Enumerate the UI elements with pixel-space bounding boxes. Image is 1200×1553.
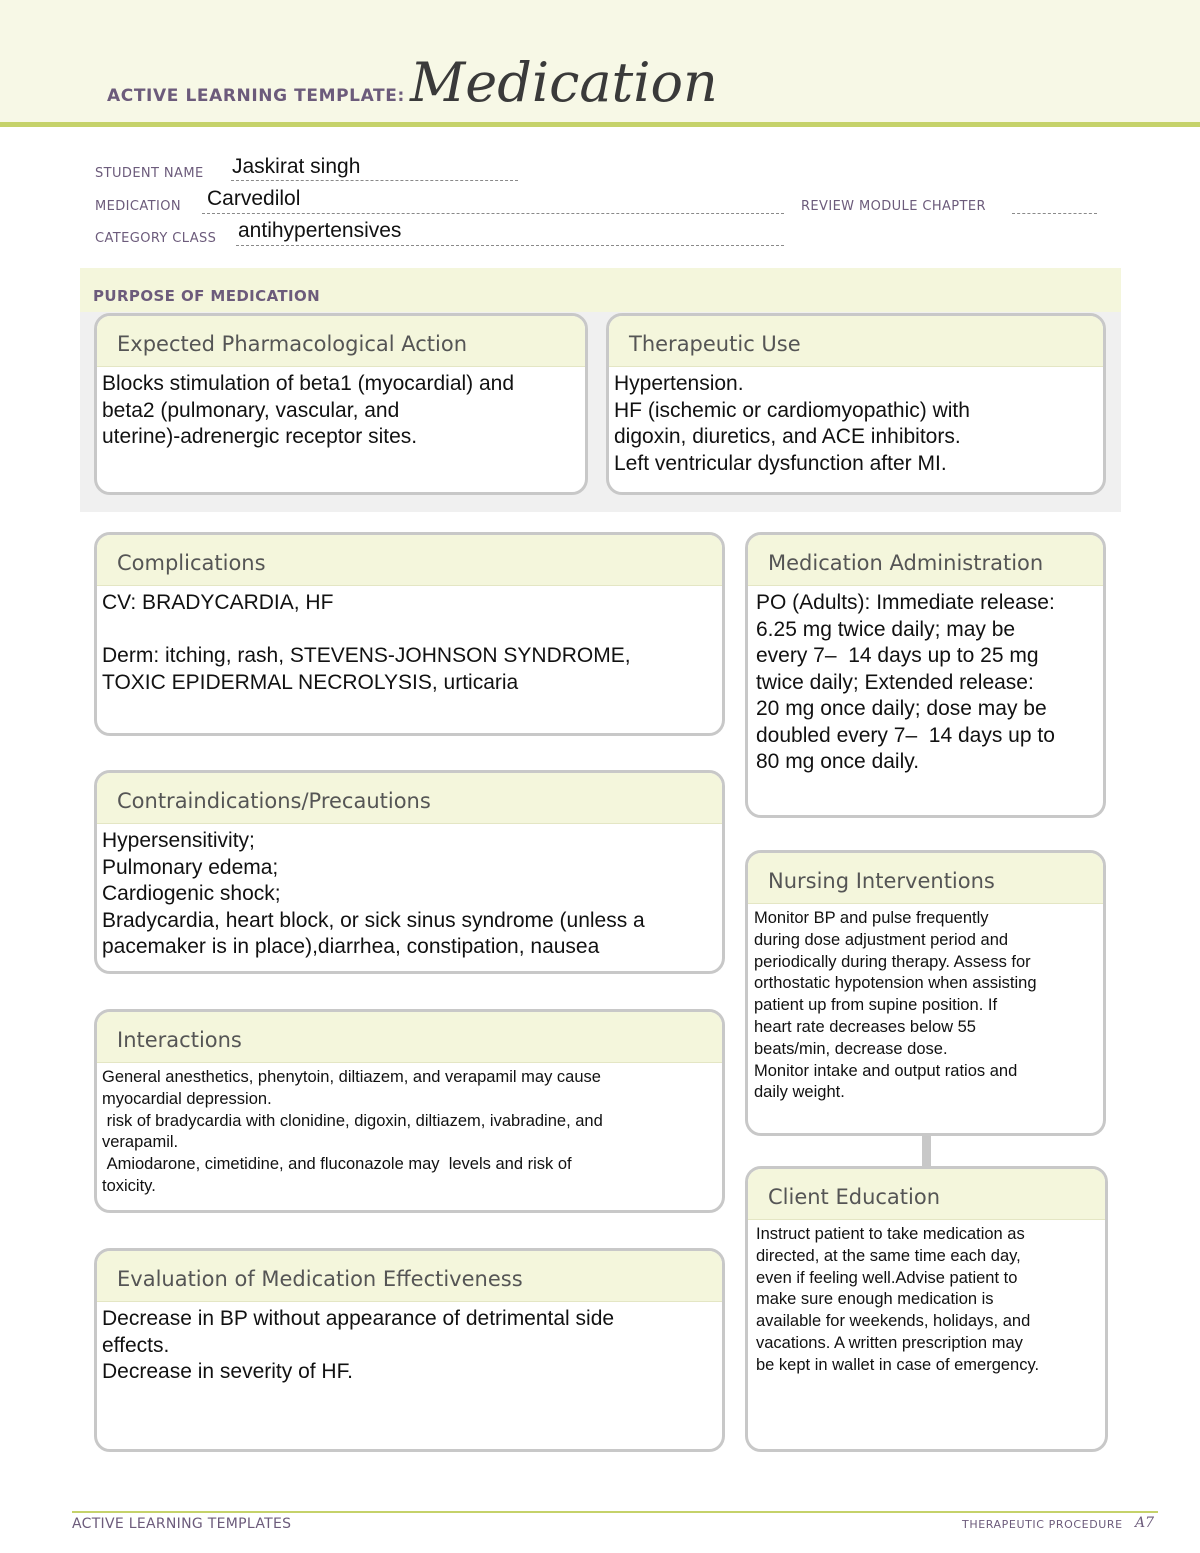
student-name-label: STUDENT NAME (95, 166, 204, 181)
evaluation-box (94, 1248, 725, 1452)
administration-text[interactable]: PO (Adults): Immediate release: 6.25 mg twice daily; may be every 7– 14 days up to 25 mg twice daily; Extended release: 20 mg once daily; dose may be doubled every 7– 14 days up to 80 mg once daily. (756, 591, 1055, 773)
administration-box (745, 532, 1106, 818)
interactions-text[interactable]: General anesthetics, phenytoin, diltiazem, and verapamil may cause myocardial depression. risk of bradycardia with clonidine, digoxin, diltiazem, ivabradine, and verapamil. Amiodarone, cimetidine, and fluconazole may levels and risk of toxicity. (102, 1068, 603, 1195)
expected-action-box (94, 313, 588, 495)
box-connector (922, 1135, 931, 1167)
template-label: ACTIVE LEARNING TEMPLATE: (107, 86, 405, 106)
interactions-box (94, 1009, 725, 1213)
page-title: Medication (410, 51, 718, 114)
nursing-interventions-box (745, 850, 1106, 1136)
contraindications-text[interactable]: Hypersensitivity; Pulmonary edema; Cardiogenic shock; Bradycardia, heart block, or sick sinus syndrome (unless a pacemaker is in place),diarrhea, constipation, nausea (102, 829, 645, 958)
footer-divider (72, 1511, 1158, 1513)
footer-left-label: ACTIVE LEARNING TEMPLATES (72, 1516, 292, 1532)
expected-action-title: Expected Pharmacological Action (97, 316, 585, 367)
client-education-box (745, 1166, 1108, 1452)
complications-title: Complications (97, 535, 722, 586)
review-module-line (1012, 213, 1097, 214)
nursing-interventions-text[interactable]: Monitor BP and pulse frequently during dose adjustment period and periodically during therapy. Assess for orthostatic hypotension when assisting patient up from supine position. If heart rate decreases below 55 beats/min, decrease dose. Monitor intake and output ratios and daily weight. (754, 909, 1037, 1102)
therapeutic-use-box (606, 313, 1106, 495)
header-divider (0, 122, 1200, 127)
nursing-interventions-title: Nursing Interventions (748, 853, 1103, 904)
expected-action-text[interactable]: Blocks stimulation of beta1 (myocardial) and beta2 (pulmonary, vascular, and uterine)-adrenergic receptor sites. (102, 372, 515, 448)
therapeutic-use-text[interactable]: Hypertension. HF (ischemic or cardiomyopathic) with digoxin, diuretics, and ACE inhibitors. Left ventricular dysfunction after MI. (614, 372, 970, 475)
complications-box (94, 532, 725, 736)
contraindications-box (94, 770, 725, 974)
medication-field[interactable]: Carvedilol (207, 187, 301, 210)
review-module-label: REVIEW MODULE CHAPTER (801, 199, 986, 214)
student-name-field[interactable]: Jaskirat singh (232, 155, 361, 178)
client-education-title: Client Education (748, 1169, 1105, 1220)
administration-title: Medication Administration (748, 535, 1103, 586)
complications-text[interactable]: CV: BRADYCARDIA, HF Derm: itching, rash, STEVENS-JOHNSON SYNDROME, TOXIC EPIDERMAL NECROLYSIS, urticaria (102, 591, 631, 694)
therapeutic-use-title: Therapeutic Use (609, 316, 1103, 367)
evaluation-text[interactable]: Decrease in BP without appearance of detrimental side effects. Decrease in severity of HF. (102, 1307, 615, 1383)
page-number: A7 (1135, 1515, 1155, 1531)
student-name-line (231, 180, 518, 181)
purpose-label: PURPOSE OF MEDICATION (93, 287, 321, 305)
evaluation-title: Evaluation of Medication Effectiveness (97, 1251, 722, 1302)
medication-line (202, 213, 784, 214)
client-education-text[interactable]: Instruct patient to take medication as directed, at the same time each day, even if feeling well.Advise patient to make sure enough medication is available for weekends, holidays, and vacations. A written prescription may be kept in wallet in case of emergency. (756, 1225, 1040, 1374)
category-class-line (236, 245, 784, 246)
medication-label: MEDICATION (95, 199, 181, 214)
category-class-field[interactable]: antihypertensives (238, 219, 402, 242)
footer-right-label: THERAPEUTIC PROCEDURE (962, 1518, 1123, 1531)
category-class-label: CATEGORY CLASS (95, 231, 217, 246)
contraindications-title: Contraindications/Precautions (97, 773, 722, 824)
interactions-title: Interactions (97, 1012, 722, 1063)
